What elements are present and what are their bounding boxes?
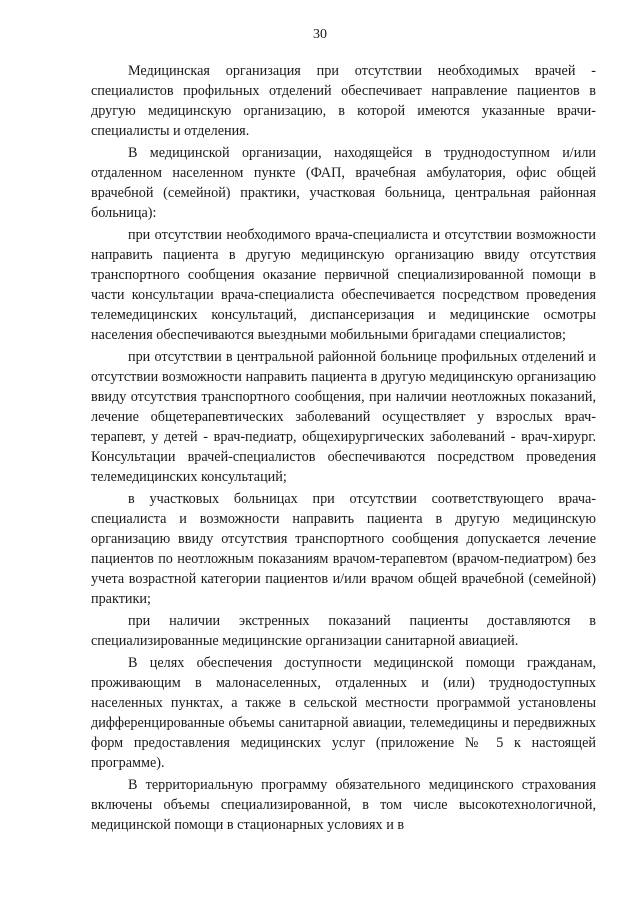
paragraph-local-hospitals: в участковых больницах при отсутствии соответствующего врача-специалиста и возможности направить пациента в другую медицинскую организацию ввиду отсутствия транспортного сообщения допускается лечение пациентов по неотложным показаниям врачом-терапевтом (врачом-педиатром) без учета возрастной категории пациентов и/или врачом общей врачебной (семейной) практики; — [91, 491, 596, 607]
paragraph-referral: Медицинская организация при отсутствии необходимых врачей - специалистов профильных отделений обеспечивает направление пациентов в другую медицинскую организацию, в которой имеются указанные врачи-специалисты и отделения. — [91, 63, 596, 139]
paragraph-remote-organizations: В медицинской организации, находящейся в труднодоступном и/или отдаленном населенном пункте (ФАП, врачебная амбулатория, офис общей врачебной (семейной) практики, участковая больница, центральная районная больница): — [91, 145, 596, 221]
paragraph-accessibility: В целях обеспечения доступности медицинской помощи гражданам, проживающим в малонаселенных, отдаленных и (или) труднодоступных населенных пунктах, а также в сельской местности программой установлены дифференцированные объемы санитарной авиации, телемедицины и передвижных форм предоставления медицинских услуг (приложение № 5 к настоящей программе). — [91, 655, 596, 771]
paragraph-insurance-program: В территориальную программу обязательного медицинского страхования включены объемы специализированной, в том числе высокотехнологичной, медицинской помощи в стационарных условиях и в — [91, 777, 596, 834]
paragraph-air-ambulance: при наличии экстренных показаний пациенты доставляются в специализированные медицинские организации санитарной авиацией. — [91, 612, 596, 649]
paragraph-district-hospital: при отсутствии в центральной районной больнице профильных отделений и отсутствии возможности направить пациента в другую медицинскую организацию ввиду отсутствия транспортного сообщения, при наличии неотложных показаний, лечение общетерапевтических заболеваний осуществляет у взрослых врач-терапевт, у детей - врач-педиатр, общехирургических заболеваний - врач-хирург. Консультации врачей-специалистов обеспечиваются посредством проведения телемедицинских консультаций; — [91, 349, 596, 485]
document-body — [91, 62, 596, 838]
page-number: 30 — [313, 27, 327, 42]
paragraph-telemedicine: при отсутствии необходимого врача-специалиста и отсутствии возможности направить пациента в другую медицинскую организацию ввиду отсутствия транспортного сообщения оказание первичной специализированной помощи в части консультации врача-специалиста обеспечивается посредством проведения телемедицинских консультаций, диспансеризация и медицинские осмотры населения обеспечиваются выездными мобильными бригадами специалистов; — [91, 227, 596, 343]
